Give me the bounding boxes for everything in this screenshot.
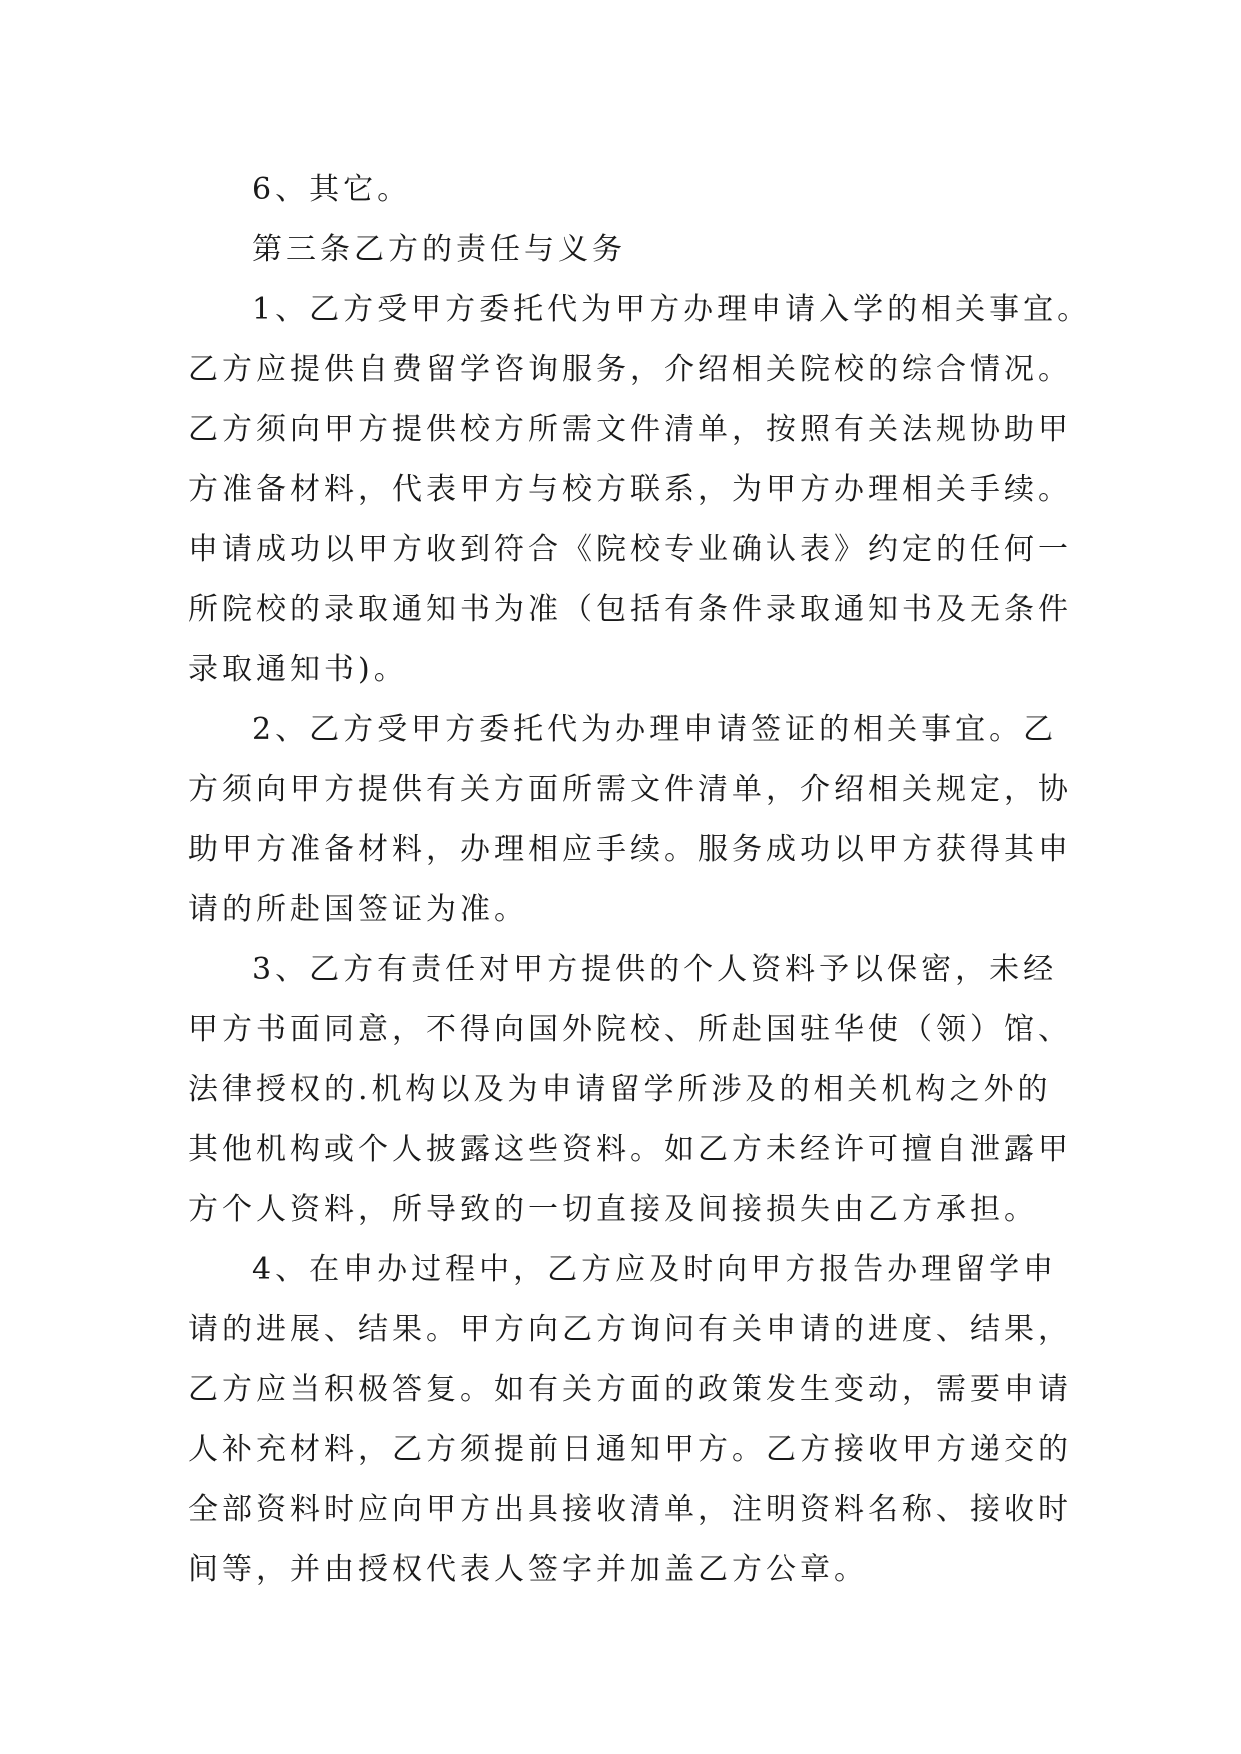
clause-1-line-7: 录取通知书)。: [188, 652, 408, 687]
clause-4-line-6: 间等，并由授权代表人签字并加盖乙方公章。: [188, 1552, 868, 1587]
clause-4-line-1: 4、在申办过程中，乙方应及时向甲方报告办理留学申: [252, 1252, 1058, 1287]
clause-2-line-2: 方须向甲方提供有关方面所需文件清单，介绍相关规定，协: [188, 772, 1072, 807]
clause-1-line-6: 所院校的录取通知书为准（包括有条件录取通知书及无条件: [188, 592, 1072, 627]
clause-1-line-5: 申请成功以甲方收到符合《院校专业确认表》约定的任何一: [188, 532, 1072, 567]
clause-1-line-3: 乙方须向甲方提供校方所需文件清单，按照有关法规协助甲: [188, 412, 1072, 447]
clause-3-line-5: 方个人资料，所导致的一切直接及间接损失由乙方承担。: [188, 1192, 1038, 1227]
clause-3-line-3: 法律授权的.机构以及为申请留学所涉及的相关机构之外的: [188, 1072, 1052, 1107]
clause-1-line-4: 方准备材料，代表甲方与校方联系，为甲方办理相关手续。: [188, 472, 1072, 507]
document-body: [188, 160, 1092, 1600]
clause-1-line-2: 乙方应提供自费留学咨询服务，介绍相关院校的综合情况。: [188, 352, 1072, 387]
clause-4-line-4: 人补充材料，乙方须提前日通知甲方。乙方接收甲方递交的: [188, 1432, 1072, 1467]
clause-3-line-2: 甲方书面同意，不得向国外院校、所赴国驻华使（领）馆、: [188, 1012, 1072, 1047]
clause-1-line-1: 1、乙方受甲方委托代为甲方办理申请入学的相关事宜。: [252, 292, 1092, 327]
clause-3-line-1: 3、乙方有责任对甲方提供的个人资料予以保密，未经: [252, 952, 1058, 987]
clause-4-line-2: 请的进展、结果。甲方向乙方询问有关申请的进度、结果，: [188, 1312, 1072, 1347]
clause-4-line-5: 全部资料时应向甲方出具接收清单，注明资料名称、接收时: [188, 1492, 1072, 1527]
article-3-heading: 第三条乙方的责任与义务: [252, 232, 626, 267]
clause-2-line-1: 2、乙方受甲方委托代为办理申请签证的相关事宜。乙: [252, 712, 1058, 747]
clause-4-line-3: 乙方应当积极答复。如有关方面的政策发生变动，需要申请: [188, 1372, 1072, 1407]
clause-3-line-4: 其他机构或个人披露这些资料。如乙方未经许可擅自泄露甲: [188, 1132, 1072, 1167]
clause-2-line-3: 助甲方准备材料，办理相应手续。服务成功以甲方获得其申: [188, 832, 1072, 867]
item-6-other: 6、其它。: [252, 172, 412, 207]
clause-2-line-4: 请的所赴国签证为准。: [188, 892, 528, 927]
